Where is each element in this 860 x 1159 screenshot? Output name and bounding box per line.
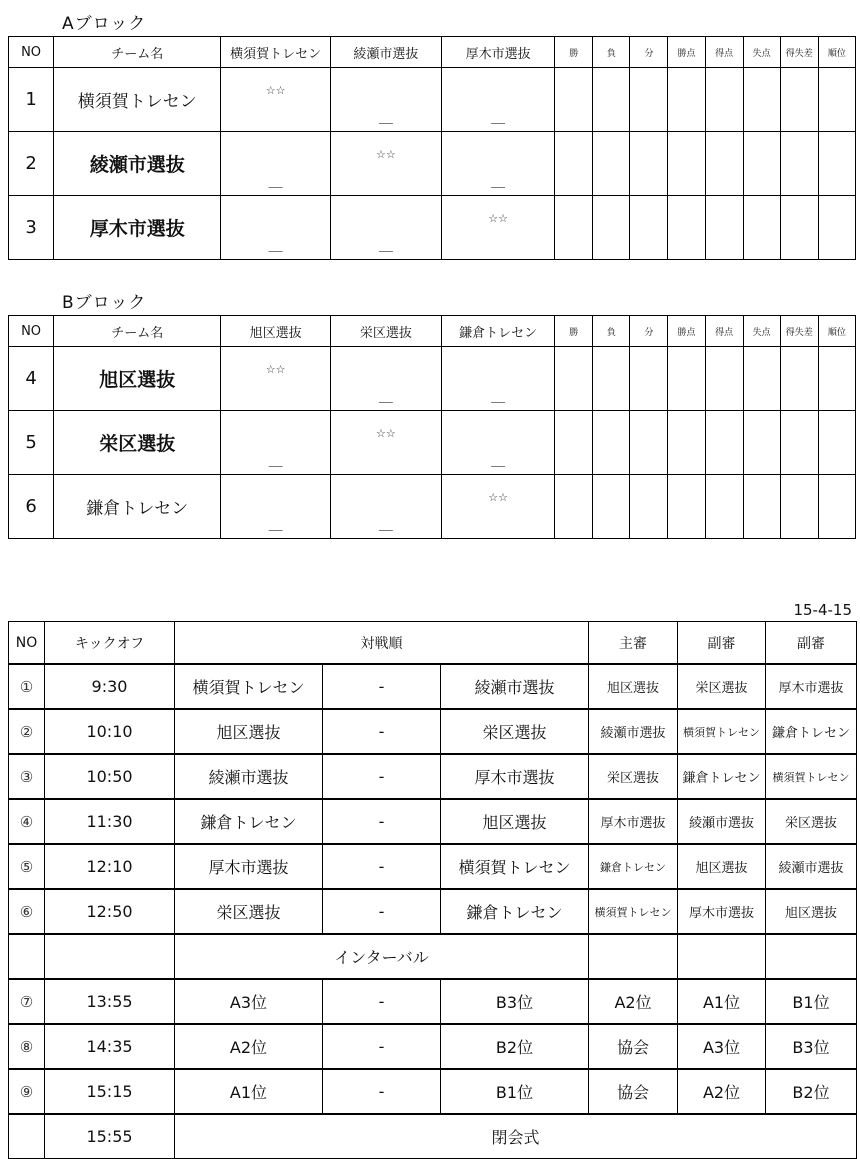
col-opponent: 栄区選抜 [330, 316, 441, 347]
interval-ref [589, 934, 678, 979]
assistant-1: A3位 [678, 1024, 766, 1069]
col-assistant-1: 副審 [678, 622, 766, 665]
col-opponent: 厚木市選抜 [441, 37, 554, 68]
match-no: ① [9, 664, 45, 709]
home-team: 旭区選抜 [175, 709, 323, 754]
match-no: ⑦ [9, 979, 45, 1024]
referee: 横須賀トレセン [589, 889, 678, 934]
match-no: ⑤ [9, 844, 45, 889]
home-team: A1位 [175, 1069, 323, 1114]
assistant-2: 綾瀬市選抜 [766, 844, 857, 889]
block-b-table [8, 315, 856, 539]
col-goals-against: 失点 [743, 316, 780, 347]
win-cell [555, 132, 593, 196]
away-team: 鎌倉トレセン [441, 889, 589, 934]
closing-row [9, 1114, 857, 1159]
gd-cell [780, 475, 818, 539]
loss-cell [593, 132, 630, 196]
col-opponent: 旭区選抜 [221, 316, 330, 347]
points-cell [668, 196, 705, 260]
vs-sep: - [323, 1024, 441, 1069]
table-row [9, 132, 856, 196]
gf-cell [705, 68, 743, 132]
rank-cell [818, 411, 855, 475]
col-goal-diff: 得失差 [780, 316, 818, 347]
vs-sep: - [323, 754, 441, 799]
interval-label: インターバル [175, 934, 589, 979]
result-cell [441, 68, 554, 132]
gf-cell [705, 132, 743, 196]
referee: 綾瀬市選抜 [589, 709, 678, 754]
result-cell [221, 475, 330, 539]
col-points: 勝点 [668, 316, 705, 347]
assistant-2: B3位 [766, 1024, 857, 1069]
rank-cell [818, 132, 855, 196]
referee: 協会 [589, 1024, 678, 1069]
result-cell [221, 68, 330, 132]
closing-no [9, 1114, 45, 1159]
loss-cell [593, 68, 630, 132]
gd-cell [780, 347, 818, 411]
col-goal-diff: 得失差 [780, 37, 818, 68]
col-opponent: 綾瀬市選抜 [330, 37, 441, 68]
col-win: 勝 [555, 316, 593, 347]
col-team: チーム名 [54, 316, 221, 347]
blank-line: ＿ [378, 238, 393, 254]
match-row [9, 754, 857, 799]
col-goals-against: 失点 [743, 37, 780, 68]
assistant-1: 綾瀬市選抜 [678, 799, 766, 844]
gd-cell [780, 68, 818, 132]
away-team: B2位 [441, 1024, 589, 1069]
vs-sep: - [323, 1069, 441, 1114]
schedule-table [8, 621, 857, 1159]
col-team: チーム名 [54, 37, 221, 68]
table-row [9, 411, 856, 475]
kickoff-time: 13:55 [45, 979, 175, 1024]
points-cell [668, 475, 705, 539]
kickoff-time: 15:15 [45, 1069, 175, 1114]
referee: 旭区選抜 [589, 664, 678, 709]
home-team: 厚木市選抜 [175, 844, 323, 889]
col-rank: 順位 [818, 316, 855, 347]
col-draw: 分 [630, 316, 668, 347]
gf-cell [705, 475, 743, 539]
gd-cell [780, 196, 818, 260]
col-draw: 分 [630, 37, 668, 68]
table-row [9, 196, 856, 260]
team-no: 4 [9, 347, 54, 411]
result-cell [330, 347, 441, 411]
rank-cell [818, 196, 855, 260]
kickoff-time: 10:10 [45, 709, 175, 754]
draw-cell [630, 132, 668, 196]
match-row [9, 889, 857, 934]
assistant-2: B1位 [766, 979, 857, 1024]
kickoff-time: 12:50 [45, 889, 175, 934]
home-team: 栄区選抜 [175, 889, 323, 934]
rank-cell [818, 347, 855, 411]
match-no: ③ [9, 754, 45, 799]
assistant-1: A2位 [678, 1069, 766, 1114]
self-mark: ☆☆ [375, 148, 396, 161]
draw-cell [630, 475, 668, 539]
away-team: B3位 [441, 979, 589, 1024]
referee: A2位 [589, 979, 678, 1024]
blank-line: ＿ [268, 517, 283, 533]
gf-cell [705, 347, 743, 411]
vs-sep: - [323, 709, 441, 754]
draw-cell [630, 196, 668, 260]
away-team: 栄区選抜 [441, 709, 589, 754]
referee: 協会 [589, 1069, 678, 1114]
match-no: ④ [9, 799, 45, 844]
rank-cell [818, 68, 855, 132]
match-row [9, 709, 857, 754]
blank-line: ＿ [378, 517, 393, 533]
col-opponent: 鎌倉トレセン [441, 316, 554, 347]
col-referee: 主審 [589, 622, 678, 665]
referee: 厚木市選抜 [589, 799, 678, 844]
blank-line: ＿ [491, 453, 506, 469]
away-team: 横須賀トレセン [441, 844, 589, 889]
win-cell [555, 475, 593, 539]
self-mark: ☆☆ [265, 363, 286, 376]
points-cell [668, 68, 705, 132]
win-cell [555, 411, 593, 475]
draw-cell [630, 411, 668, 475]
match-row [9, 1024, 857, 1069]
interval-time [45, 934, 175, 979]
kickoff-time: 9:30 [45, 664, 175, 709]
assistant-2: B2位 [766, 1069, 857, 1114]
loss-cell [593, 196, 630, 260]
ga-cell [743, 196, 780, 260]
kickoff-time: 14:35 [45, 1024, 175, 1069]
assistant-2: 鎌倉トレセン [766, 709, 857, 754]
match-no: ⑨ [9, 1069, 45, 1114]
col-win: 勝 [555, 37, 593, 68]
team-name: 横須賀トレセン [54, 68, 221, 132]
points-cell [668, 132, 705, 196]
win-cell [555, 196, 593, 260]
loss-cell [593, 475, 630, 539]
match-row [9, 799, 857, 844]
match-row [9, 1069, 857, 1114]
interval-no [9, 934, 45, 979]
ga-cell [743, 68, 780, 132]
team-name: 厚木市選抜 [54, 196, 221, 260]
loss-cell [593, 411, 630, 475]
self-mark: ☆☆ [375, 427, 396, 440]
gd-cell [780, 411, 818, 475]
draw-cell [630, 68, 668, 132]
win-cell [555, 68, 593, 132]
schedule-header-row [9, 622, 857, 665]
referee: 栄区選抜 [589, 754, 678, 799]
team-name: 鎌倉トレセン [54, 475, 221, 539]
gf-cell [705, 411, 743, 475]
block-a-title: Aブロック [62, 14, 147, 34]
team-no: 1 [9, 68, 54, 132]
home-team: A3位 [175, 979, 323, 1024]
result-cell [330, 196, 441, 260]
kickoff-time: 11:30 [45, 799, 175, 844]
col-no: NO [9, 316, 54, 347]
col-assistant-2: 副審 [766, 622, 857, 665]
block-b-title: Bブロック [62, 293, 147, 313]
kickoff-time: 10:50 [45, 754, 175, 799]
table-header-row [9, 316, 856, 347]
home-team: A2位 [175, 1024, 323, 1069]
home-team: 綾瀬市選抜 [175, 754, 323, 799]
match-row [9, 664, 857, 709]
col-no: NO [9, 622, 45, 665]
assistant-1: 栄区選抜 [678, 664, 766, 709]
draw-cell [630, 347, 668, 411]
result-cell [330, 68, 441, 132]
vs-sep: - [323, 664, 441, 709]
blank-line: ＿ [268, 174, 283, 190]
ga-cell [743, 411, 780, 475]
match-no: ⑥ [9, 889, 45, 934]
team-no: 6 [9, 475, 54, 539]
points-cell [668, 411, 705, 475]
col-loss: 負 [593, 316, 630, 347]
assistant-2: 旭区選抜 [766, 889, 857, 934]
interval-row [9, 934, 857, 979]
interval-asst1 [678, 934, 766, 979]
home-team: 横須賀トレセン [175, 664, 323, 709]
table-row [9, 475, 856, 539]
interval-asst2 [766, 934, 857, 979]
col-points: 勝点 [668, 37, 705, 68]
closing-time: 15:55 [45, 1114, 175, 1159]
blank-line: ＿ [378, 389, 393, 405]
assistant-1: 鎌倉トレセン [678, 754, 766, 799]
win-cell [555, 347, 593, 411]
gd-cell [780, 132, 818, 196]
vs-sep: - [323, 799, 441, 844]
col-no: NO [9, 37, 54, 68]
result-cell [441, 411, 554, 475]
blank-line: ＿ [378, 110, 393, 126]
team-no: 2 [9, 132, 54, 196]
result-cell [441, 196, 554, 260]
ga-cell [743, 132, 780, 196]
table-row [9, 347, 856, 411]
assistant-2: 厚木市選抜 [766, 664, 857, 709]
col-loss: 負 [593, 37, 630, 68]
blank-line: ＿ [491, 110, 506, 126]
result-cell [330, 411, 441, 475]
table-header-row [9, 37, 856, 68]
away-team: B1位 [441, 1069, 589, 1114]
ga-cell [743, 347, 780, 411]
vs-sep: - [323, 979, 441, 1024]
table-row [9, 68, 856, 132]
schedule-date: 15-4-15 [793, 601, 852, 619]
team-name: 綾瀬市選抜 [54, 132, 221, 196]
kickoff-time: 12:10 [45, 844, 175, 889]
result-cell [330, 475, 441, 539]
result-cell [441, 475, 554, 539]
result-cell [221, 347, 330, 411]
team-no: 5 [9, 411, 54, 475]
assistant-1: 横須賀トレセン [678, 709, 766, 754]
vs-sep: - [323, 844, 441, 889]
result-cell [441, 347, 554, 411]
match-row [9, 979, 857, 1024]
result-cell [221, 132, 330, 196]
self-mark: ☆☆ [488, 212, 508, 225]
col-matches: 対戦順 [175, 622, 589, 665]
blank-line: ＿ [268, 453, 283, 469]
away-team: 綾瀬市選抜 [441, 664, 589, 709]
home-team: 鎌倉トレセン [175, 799, 323, 844]
assistant-2: 横須賀トレセン [766, 754, 857, 799]
blank-line: ＿ [268, 238, 283, 254]
away-team: 旭区選抜 [441, 799, 589, 844]
assistant-1: 厚木市選抜 [678, 889, 766, 934]
self-mark: ☆☆ [488, 491, 508, 504]
assistant-1: 旭区選抜 [678, 844, 766, 889]
team-no: 3 [9, 196, 54, 260]
col-goals-for: 得点 [705, 37, 743, 68]
rank-cell [818, 475, 855, 539]
vs-sep: - [323, 889, 441, 934]
col-goals-for: 得点 [705, 316, 743, 347]
blank-line: ＿ [491, 389, 506, 405]
team-name: 旭区選抜 [54, 347, 221, 411]
away-team: 厚木市選抜 [441, 754, 589, 799]
assistant-1: A1位 [678, 979, 766, 1024]
match-row [9, 844, 857, 889]
block-a-table [8, 36, 856, 260]
team-name: 栄区選抜 [54, 411, 221, 475]
result-cell [330, 132, 441, 196]
ga-cell [743, 475, 780, 539]
assistant-2: 栄区選抜 [766, 799, 857, 844]
self-mark: ☆☆ [265, 84, 286, 97]
closing-label: 閉会式 [175, 1114, 857, 1159]
points-cell [668, 347, 705, 411]
col-kickoff: キックオフ [45, 622, 175, 665]
gf-cell [705, 196, 743, 260]
match-no: ② [9, 709, 45, 754]
result-cell [221, 196, 330, 260]
match-no: ⑧ [9, 1024, 45, 1069]
result-cell [441, 132, 554, 196]
col-rank: 順位 [818, 37, 855, 68]
referee: 鎌倉トレセン [589, 844, 678, 889]
blank-line: ＿ [491, 174, 506, 190]
loss-cell [593, 347, 630, 411]
col-opponent: 横須賀トレセン [221, 37, 330, 68]
result-cell [221, 411, 330, 475]
